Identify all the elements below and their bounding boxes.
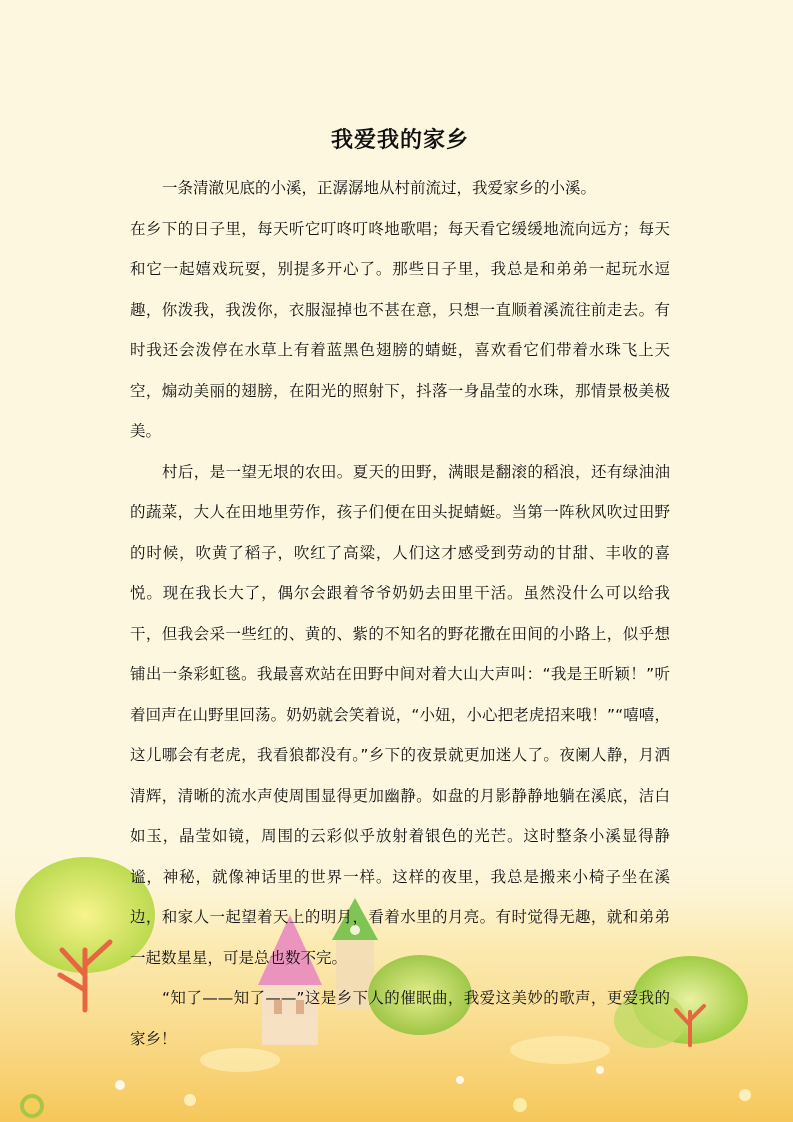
page-title: 我爱我的家乡 (330, 128, 469, 153)
paragraph-1: 一条清澈见底的小溪，正潺潺地从村前流过，我爱家乡的小溪。 (162, 179, 597, 197)
paragraph-3: 村后，是一望无垠的农田。夏天的田野，满眼是翻滚的稻浪，还有绿油油的蔬菜，大人在田地里劳作，孩子们便在田头捉蜻蜓。当第一阵秋风吹过田野的时候，吹黄了稻子，吹红了高粱，人们这才感受到劳动的甘甜、丰收的喜悦。现在我长大了，偶尔会跟着爷爷奶奶去田里干活。虽然没什么可以给我干，但我会采一些红的、黄的、紫的不知名的野花撒在田间的小路上，似乎想铺出一条彩虹毯。我最喜欢站在田野中间对着大山大声叫：“我是王昕颖！”听着回声在山野里回荡。奶奶就会笑着说，“小妞，小心把老虎招来哦！”“嘻嘻，这儿哪会有老虎，我看狼都没有。”乡下的夜景就更加迷人了。夜阑人静，月洒清辉，清晰的流水声使周围显得更加幽静。如盘的月影静静地躺在溪底，洁白如玉，晶莹如镜，周围的云彩似乎放射着银色的光芒。这时整条小溪显得静谧，神秘，就像神话里的世界一样。这样的夜里，我总是搬来小椅子坐在溪边，和家人一起望着天上的明月，看着水里的月亮。有时觉得无趣，就和弟弟一起数星星，可是总也数不完。 (130, 462, 670, 967)
paragraph-4: “知了——知了——”这是乡下人的催眠曲，我爱这美妙的歌声，更爱我的家乡！ (130, 989, 670, 1048)
paragraph-2: 在乡下的日子里，每天听它叮咚叮咚地歌唱；每天看它缓缓地流向远方；每天和它一起嬉戏玩耍，别提多开心了。那些日子里，我总是和弟弟一起玩水逗趣，你泼我，我泼你，衣服湿掉也不甚在意，只想一直顺着溪流往前走去。有时我还会泼停在水草上有着蓝黑色翅膀的蜻蜓，喜欢看它们带着水珠飞上天空，煽动美丽的翅膀，在阳光的照射下，抖落一身晶莹的水珠，那情景极美极美。 (130, 219, 670, 440)
article (130, 124, 670, 1059)
